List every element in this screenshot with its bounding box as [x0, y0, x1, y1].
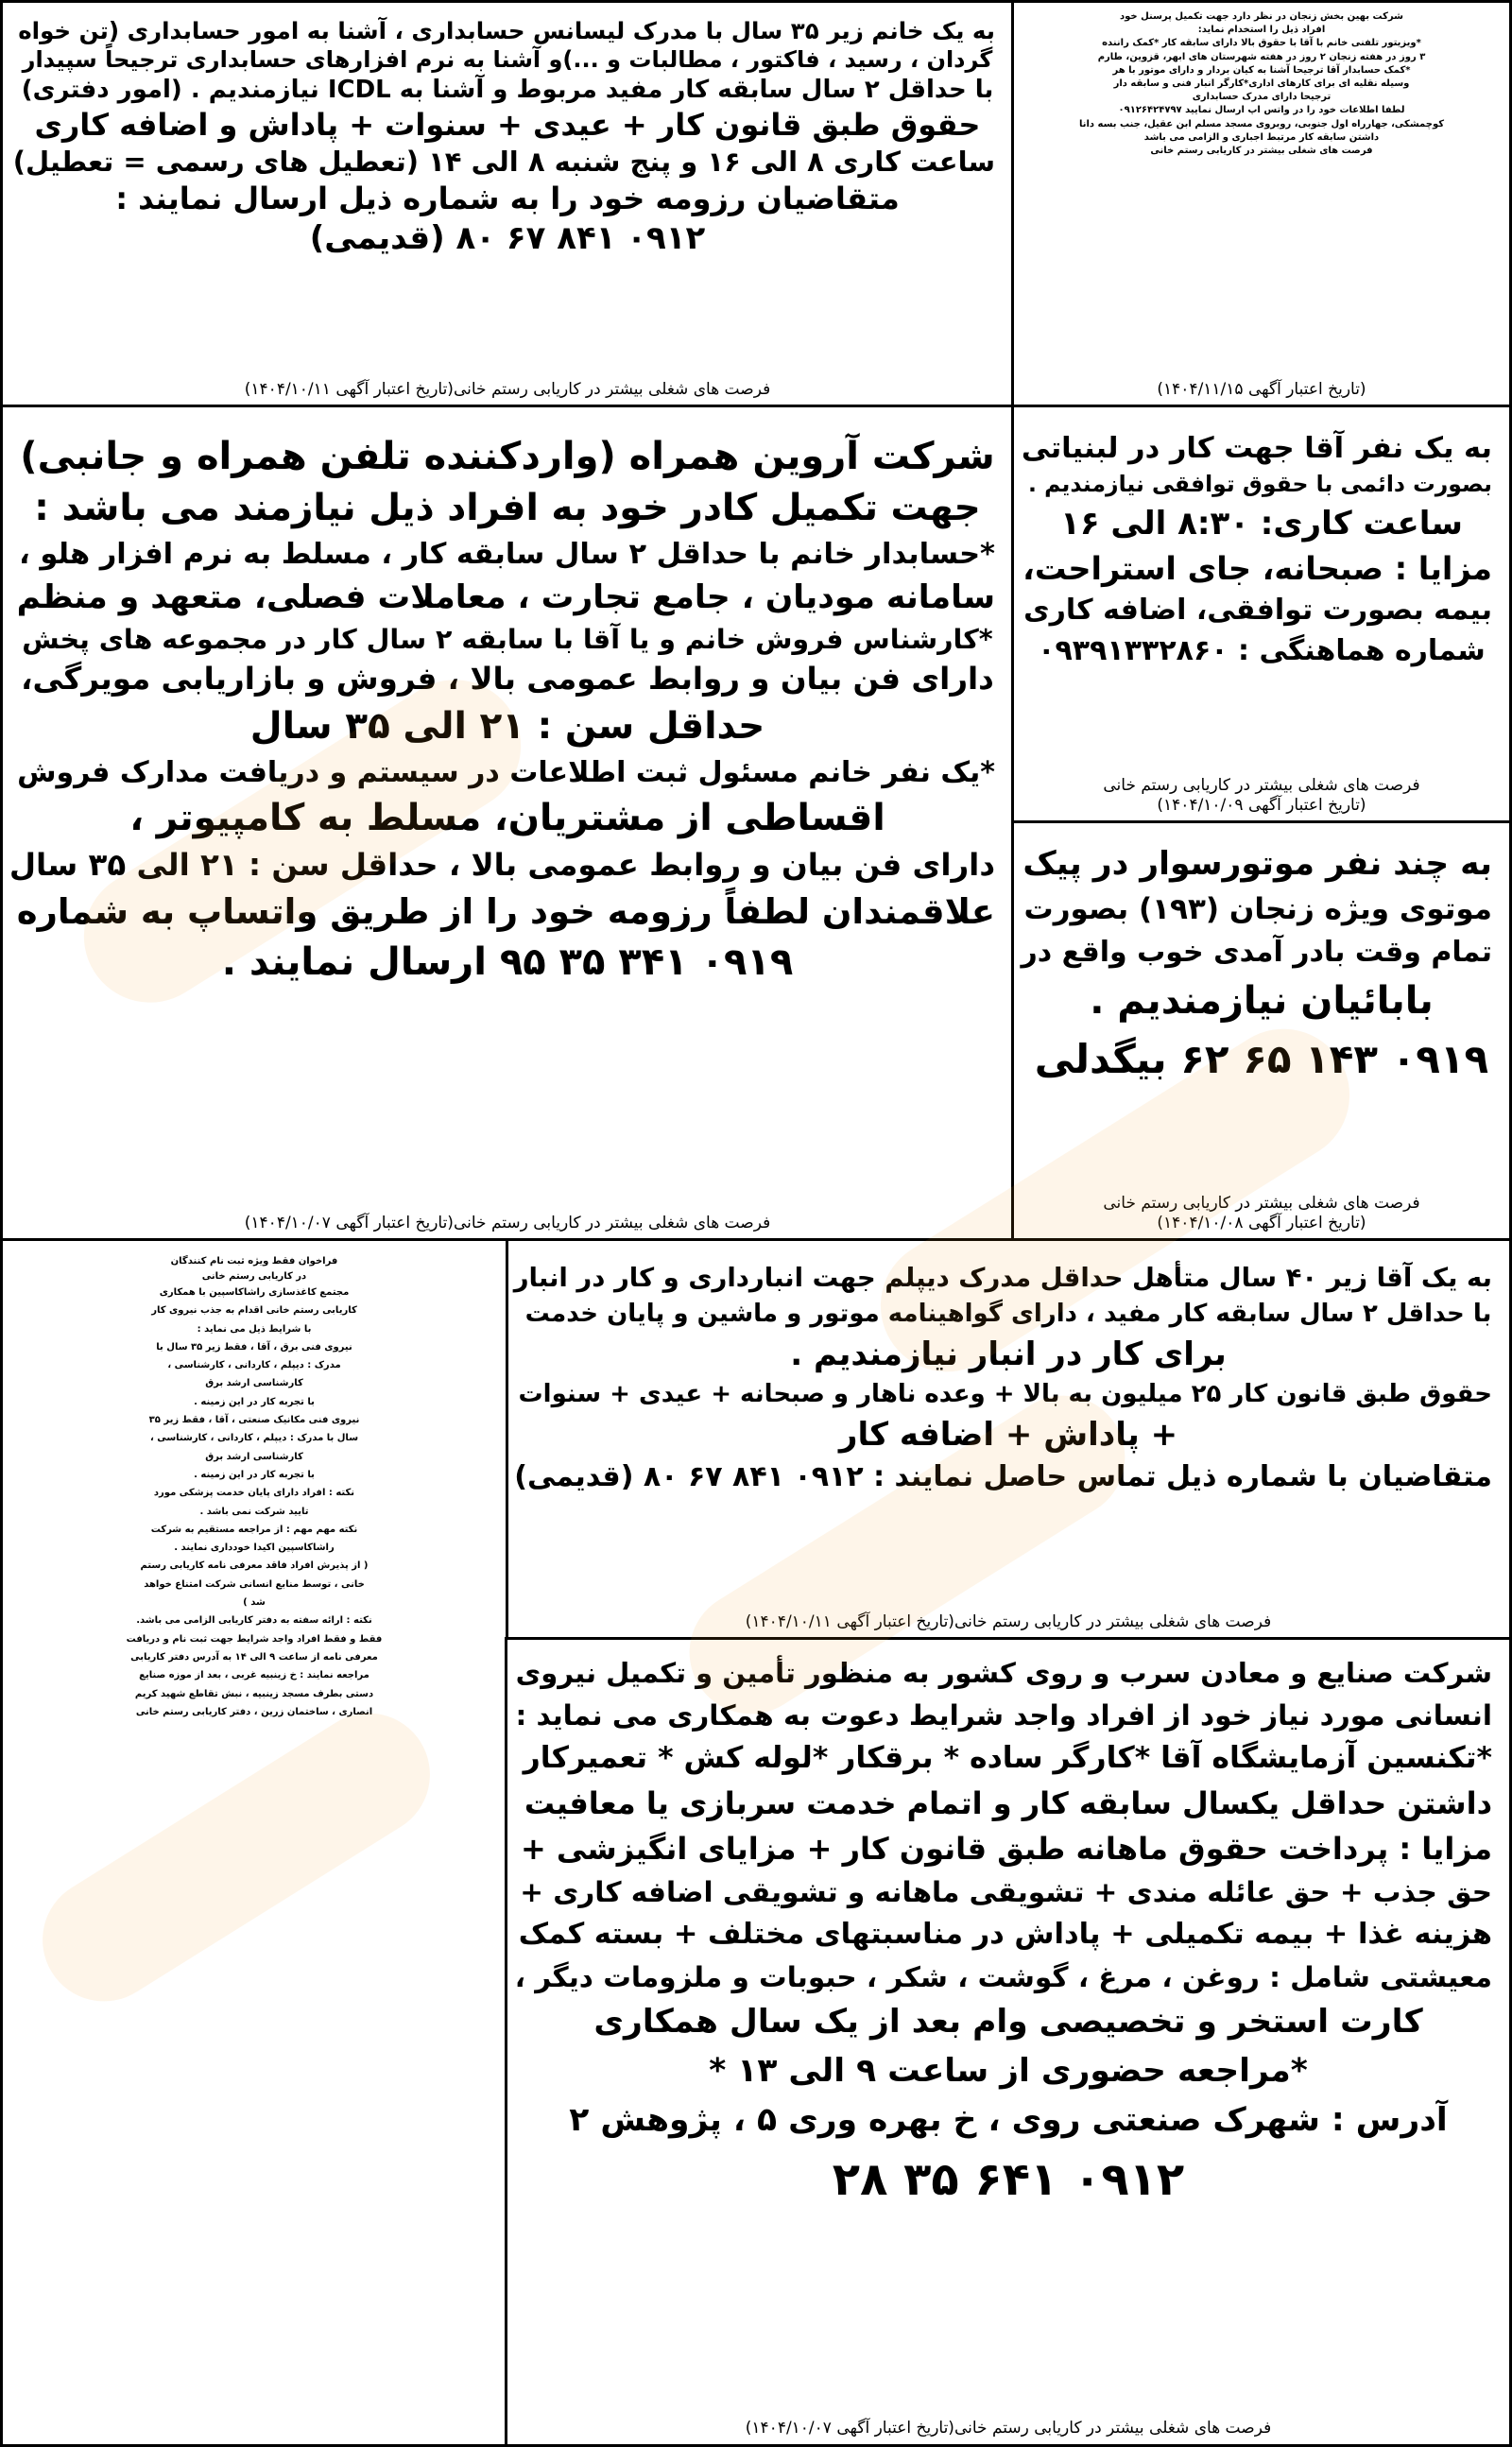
ad-labanyati: [1011, 405, 1512, 824]
ad-line: موتوی ویژه زنجان (۱۹۳) بصورت: [1023, 892, 1492, 927]
ad-footer-line: فرصت های شغلی بیشتر در کاریابی رستم خانی(تاریخ اعتبار آگهی ۱۴۰۴/۱۰/۱۱): [244, 379, 771, 399]
ad-line: تمام وقت بادر آمدی خوب واقع در: [1021, 935, 1492, 969]
ad-footer-line: فرصت های شغلی بیشتر در کاریابی رستم خانی(تاریخ اعتبار آگهی ۱۴۰۴/۱۰/۱۱): [745, 1611, 1272, 1631]
ad-phone: شماره هماهنگی : ۰۹۳۹۱۳۳۲۸۶۰: [1038, 634, 1486, 668]
ad-line: با حداقل ۲ سال سابقه کار مفید ، دارای گواهینامه موتور و ماشین و پایان خدمت: [524, 1300, 1492, 1329]
ad-line: فرصت های شغلی بیشتر در کاریابی رستم خانی: [1150, 145, 1373, 156]
ad-line: سامانه مودیان ، جامع تجارت ، معاملات فصلی، متعهد و منظم: [16, 578, 995, 617]
ad-footer: [1023, 776, 1500, 817]
ad-line: متقاضیان رزومه خود را به شماره ذیل ارسال نمایند :: [115, 181, 900, 217]
ad-phone: ۰۹۱۹ ۳۴۱ ۳۵ ۹۵ ارسال نمایند .: [221, 940, 794, 985]
ad-phone: ۰۹۱۲ ۸۴۱ ۶۷ ۸۰ (قدیمی): [309, 219, 706, 258]
ad-line: فقط و فقط افراد واجد شرایط جهت ثبت نام و دریافت: [126, 1633, 383, 1645]
ad-line: جهت تکمیل کادر خود به افراد ذیل نیازمند می باشد :: [34, 487, 981, 529]
ad-line: با تجربه کار در این زمینه .: [194, 1396, 315, 1407]
ad-line: *کمک حسابدار آقا ترجیحا آشنا به کیان بردار و دارای موتور با هر: [1112, 64, 1411, 76]
ad-line: به یک نفر آقا جهت کار در لبنیاتی: [1021, 432, 1492, 465]
ad-footer-line: فرصت های شغلی بیشتر در کاریابی رستم خانی: [1103, 775, 1420, 795]
ad-footer-line: فرصت های شغلی بیشتر در کاریابی رستم خانی(تاریخ اعتبار آگهی ۱۴۰۴/۱۰/۰۷): [745, 2418, 1272, 2438]
ad-line: اقساطی از مشتریان، مسلط به کامپیوتر ،: [129, 796, 885, 839]
ad-line: لطفا اطلاعات خود را در واتس اپ ارسال نمایید ۰۹۱۲۶۴۲۴۷۹۷: [1118, 105, 1405, 116]
ad-accountant-woman: [0, 0, 1015, 408]
ad-phone: ۰۹۱۹ ۱۴۳ ۶۵ ۶۲ بیگدلی: [1034, 1035, 1489, 1082]
ad-line: شرکت بهین بخش زنجان در نظر دارد جهت تکمیل پرسنل خود: [1120, 11, 1403, 22]
ad-footer-line: فرصت های شغلی بیشتر در کاریابی رستم خانی: [1103, 1193, 1420, 1213]
ad-arvin-mobile: [0, 405, 1015, 1242]
ad-line: مجتمع کاغذسازی راشاکاسپین با همکاری: [159, 1287, 350, 1298]
ad-line: ساعت کاری: ۸:۳۰ الی ۱۶: [1060, 504, 1463, 543]
ad-footer-line: (تاریخ اعتبار آگهی ۱۴۰۴/۱۱/۱۵): [1157, 379, 1366, 399]
ad-phone: ۰۹۱۲ ۶۴۱ ۳۵ ۲۸: [832, 2152, 1185, 2206]
ad-line: داشتن حداقل یکسال سابقه کار و اتمام خدمت سربازی یا معافیت: [524, 1785, 1492, 1821]
ad-line: + پاداش + اضافه کار: [838, 1416, 1178, 1455]
ad-body: [513, 1260, 1492, 1498]
ad-rasa-caspian: [0, 1238, 508, 2447]
ad-line: کاریابی رستم خانی اقدام به جذب نیروی کار: [151, 1305, 357, 1317]
ad-line: با تجربه کار در این زمینه .: [194, 1469, 315, 1480]
ad-body: [9, 430, 995, 989]
ad-footer-line: (تاریخ اعتبار آگهی ۱۴۰۴/۱۰/۰۸): [1157, 1213, 1366, 1232]
ad-line: به یک آقا زیر ۴۰ سال متأهل حداقل مدرک دیپلم جهت انبارداری و کار در انبار: [513, 1263, 1492, 1293]
ad-footer: [1023, 380, 1500, 400]
ad-line: کارت استخر و تخصیصی وام بعد از یک سال همکاری: [593, 2003, 1423, 2042]
ad-line: ترجیحا دارای مدرک حسابداری: [1192, 92, 1332, 103]
ad-body: [1021, 428, 1492, 672]
ad-line: ( از پذیرش افراد فاقد معرفی نامه کاریابی رستم: [140, 1560, 369, 1572]
ad-line: *مراجعه حضوری از ساعت ۹ الی ۱۳ *: [709, 2052, 1308, 2090]
ad-line: به یک خانم زیر ۳۵ سال با مدرک لیسانس حسابداری ، آشنا به امور حسابداری (تن خواه: [18, 17, 995, 44]
ad-line: بیمه بصورت توافقی، اضافه کاری: [1023, 594, 1492, 628]
ad-body: [1021, 840, 1492, 1089]
ad-line: نیروی فنی مکانیک صنعتی ، آقا ، فقط زیر ۳۵: [148, 1415, 360, 1426]
ad-line: *تکنسین آزمایشگاه آقا *کارگر ساده * برقکار *لوله کش * تعمیرکار: [523, 1740, 1492, 1775]
ad-line: به چند نفر موتورسوار در پیک: [1022, 845, 1492, 883]
ad-line: ساعت کاری ۸ الی ۱۶ و پنج شنبه ۸ الی ۱۴ (تعطیل های رسمی = تعطیل): [12, 146, 995, 179]
ad-line: وسیله نقلیه ای برای کارهای اداری*کارگر انبار فنی و سابقه دار: [1113, 78, 1410, 89]
ad-line: معیشتی شامل : روغن ، مرغ ، گوشت ، شکر ، حبوبات و ملزومات دیگر ،: [514, 1961, 1492, 1993]
ad-body: [12, 1254, 496, 1721]
ad-line: نکته : افراد دارای پایان خدمت پزشکی مورد: [153, 1488, 355, 1499]
ad-line: نیروی فنی برق ، آقا ، فقط زیر ۳۵ سال با: [156, 1341, 352, 1353]
ad-line: برای کار در انبار نیازمندیم .: [790, 1335, 1227, 1373]
ad-line: *یک نفر خانم مسئول ثبت اطلاعات در سیستم و دریافت مدارک فروش: [17, 755, 995, 789]
ad-line: حقوق طبق قانون کار + عیدی + سنوات + پاداش و اضافه کاری: [34, 107, 981, 144]
ad-footer: [517, 1612, 1500, 1632]
ad-line: معرفی نامه از ساعت ۹ الی ۱۴ به آدرس دفتر کاریابی: [130, 1651, 378, 1663]
ad-footer: [12, 380, 1003, 400]
ad-line: حق جذب + حق عائله مندی + تشویقی ماهانه و تشویقی اضافه کاری +: [520, 1876, 1492, 1908]
ad-line: افراد ذیل را استخدام نماید:: [1197, 25, 1326, 36]
ad-line: کارشناسی ارشد برق: [205, 1378, 303, 1389]
ad-body: [12, 16, 995, 260]
ad-line: تایید شرکت نمی باشد .: [199, 1506, 309, 1517]
ad-line: آدرس : شهرک صنعتی روی ، خ بهره وری ۵ ، پژوهش ۲: [569, 2100, 1448, 2139]
ad-line: حداقل سن : ۲۱ الی ۳۵ سال: [249, 704, 765, 748]
ad-distribution-company: [1011, 0, 1512, 408]
ad-line: مزایا : صبحانه، جای استراحت،: [1022, 549, 1492, 587]
ad-line: کوچمشکی، جهارراه اول جنوبی، روبروی مسجد مسلم ابن عقیل، جنب بسه دانا: [1078, 118, 1445, 129]
ad-line: دارای فن بیان و روابط عمومی بالا ، فروش و بازاریابی مویرگی،: [21, 661, 994, 698]
ad-line: با شرایط ذیل می نماید :: [197, 1323, 312, 1335]
ad-line: دارای فن بیان و روابط عمومی بالا ، حداقل سن : ۲۱ الی ۳۵ سال: [9, 847, 995, 884]
ad-line: نکته مهم مهم : از مراجعه مستقیم به شرکت: [150, 1524, 358, 1535]
ad-body: [1023, 10, 1500, 158]
ad-warehouse-man: [505, 1238, 1512, 1641]
ad-footer-line: فرصت های شغلی بیشتر در کاریابی رستم خانی(تاریخ اعتبار آگهی ۱۴۰۴/۱۰/۰۷): [244, 1213, 771, 1232]
ad-motorbike-courier: [1011, 820, 1512, 1242]
ad-body: [514, 1653, 1492, 2214]
ad-line: بابائیان نیازمندیم .: [1090, 979, 1434, 1024]
ad-line: در کاریابی رستم خانی: [201, 1270, 307, 1282]
ad-line: راشاکاسپین اکیدا خودداری نمایند .: [174, 1542, 335, 1554]
ad-line: فراخوان فقط ویژه ثبت نام کنندگان: [170, 1256, 338, 1267]
ad-line: *ویزیتور تلفنی خانم با آقا با حقوق بالا دارای سابقه کار *کمک راننده: [1102, 38, 1421, 49]
ad-line: سال با مدرک : دیپلم ، کاردانی ، کارشناسی ،: [149, 1433, 359, 1444]
ad-line: علاقمندان لطفاً رزومه خود را از طریق واتساپ به شماره: [16, 890, 995, 932]
ad-footer: [517, 2419, 1500, 2438]
ad-footer-line: (تاریخ اعتبار آگهی ۱۴۰۴/۱۰/۰۹): [1157, 795, 1366, 815]
ad-lead-zinc-company: [505, 1637, 1512, 2447]
ad-line: شرکت آروین همراه (واردکننده تلفن همراه و جانبی): [20, 435, 995, 478]
ad-line: ۳ روز در هفته زنجان ۲ روز در هفته شهرستان های ابهر، قزوین، طارم: [1097, 51, 1426, 62]
ad-line: هزینه غذا + بیمه تکمیلی + پاداش در مناسبتهای مختلف + بسته کمک: [518, 1918, 1492, 1952]
ad-line: مراجعه نمایند : خ زینبیه غربی ، بعد از موزه صنایع: [139, 1670, 369, 1681]
ad-line: مزایا : پرداخت حقوق ماهانه طبق قانون کار + مزایای انگیزشی +: [520, 1831, 1492, 1867]
ad-line: داشتن سابقه کار مرتبط اجباری و الزامی می باشد: [1143, 131, 1380, 143]
ad-line: شرکت صنایع و معادن سرب و روی کشور به منظور تأمین و تکمیل نیروی: [515, 1657, 1492, 1689]
ad-line: کارشناسی ارشد برق: [205, 1451, 303, 1462]
ad-line: خانی ، توسط منابع انسانی شرکت امتناع خواهد: [144, 1578, 365, 1590]
ad-phone: متقاضیان با شماره ذیل تماس حاصل نمایند : ۰۹۱۲ ۸۴۱ ۶۷ ۸۰ (قدیمی): [514, 1460, 1492, 1494]
ad-line: نکته : ارائه سفته به دفتر کاریابی الزامی می باشد.: [136, 1615, 372, 1627]
ad-footer: [12, 1214, 1003, 1233]
ad-line: بصورت دائمی با حقوق توافقی نیازمندیم .: [1027, 471, 1492, 498]
ad-line: حقوق طبق قانون کار ۲۵ میلیون به بالا + وعده ناهار و صبحانه + عیدی + سنوات: [518, 1380, 1492, 1409]
ad-line: شد ): [243, 1597, 266, 1609]
ad-footer: [1023, 1194, 1500, 1234]
ad-line: *کارشناس فروش خانم و یا آقا با سابقه ۲ سال کار در مجموعه های پخش: [22, 623, 993, 655]
ad-line: انسانی مورد نیاز خود از افراد واجد شرایط دعوت به همکاری می نماید :: [515, 1698, 1492, 1732]
ad-line: *حسابدار خانم با حداقل ۲ سال سابقه کار ، مسلط به نرم افزار هلو ،: [19, 537, 995, 571]
ad-line: با حداقل ۲ سال سابقه کار مفید مربوط و آشنا به ICDL نیازمندیم . (امور دفتری): [21, 76, 994, 105]
ad-line: گردان ، رسید ، فاکتور ، مطالبات و ...)و آشنا به نرم افزارهای حسابداری ترجیحاً سپیدار: [22, 46, 993, 74]
ad-line: مدرک : دیپلم ، کاردانی ، کارشناسی ،: [167, 1360, 341, 1371]
ad-line: انصاری ، ساختمان زرین ، دفتر کاریابی رستم خانی: [135, 1706, 373, 1717]
ad-line: دستی بطرف مسجد زینبیه ، نبش تقاطع شهید کریم: [134, 1688, 374, 1699]
